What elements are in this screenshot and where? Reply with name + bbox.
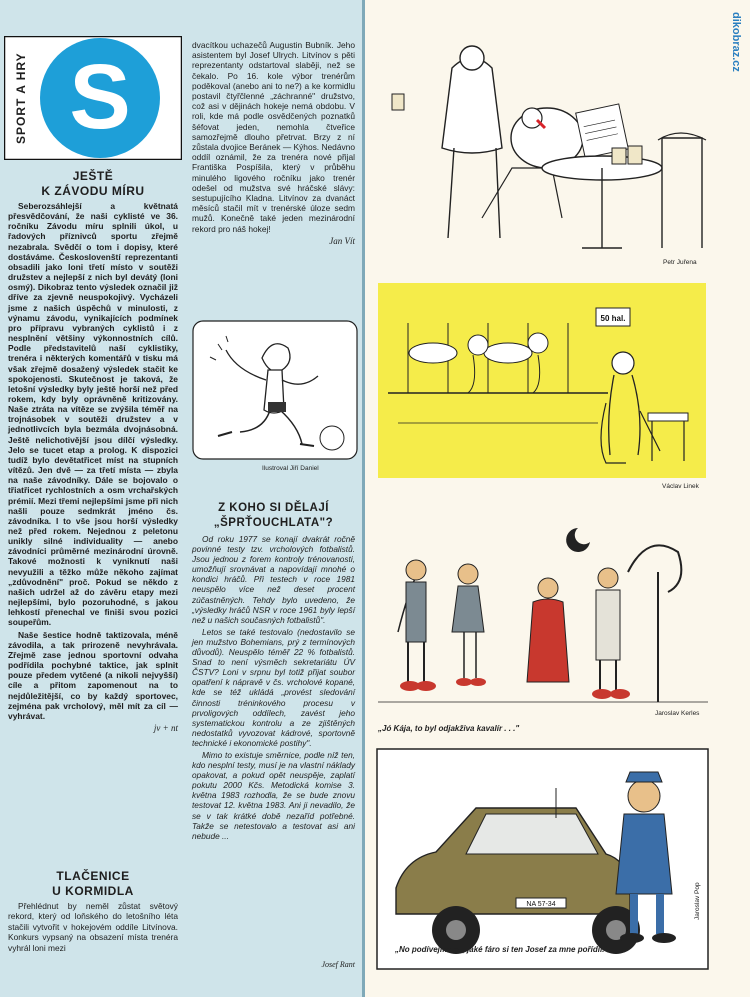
article-paragraph: dvacítkou uchazečů Augustin Bubník. Jeho asistentem byl Josef Ulrych. Litvínov s pěti reprezentanty odstartoval slaběji, než se čekalo. Po 16. kole výbor trenérům poděkoval (anebo ani to ne?) a ke kormidlu postavil čtyřčlenné „záchranné" družstvo, což asi v dějinách hokeje nemá obdobu. V roli, kde má podle osvědčených poznatků šéfovat jeden, nemohla čtveřice samozřejmě dlouho přetrvat. Brzy z ní zůstala dvojice Beránek — Kýhos. Nedávno oddíl oznámil, že za trenéra nové přijal Františka Pospíšila, který v průběhu minulého ligového ročníku jako trenér odešel od mužstva své hráčské slávy: sestupujícího Kladna. Litvínov za dvanáct měsíců stačil mít v trenérské úloze sedm mužů. Konečně také jeden mezinárodní rekord pro náš hokej! bbox=[192, 40, 355, 234]
article-paragraph: Mimo to existuje směrnice, podle níž ten, kdo nesplní testy, musí je na vlastní náklady opakovat, a pokud opět neuspěje, zaplatí pokutu 2000 Kčs. Metodická komise 3. května 1983 rozhodla, že se bude znovu testovat 12. května 1983. Ani ji nevadilo, že se v tak krátké době nezaříd potřebné. Takže se netestovalo a testovat asi ani nebude ... bbox=[192, 749, 355, 841]
article-paragraph: Seberozsáhlejší a květnatá přesvědčování, že naši cyklisté ve 36. ročníku Závodu míru splnili úkol, u řadových příznivců sportu zřejmě nezabrala. Svědčí o tom i dopisy, které dostáváme. Českoslovenští reprezentanti obsadili jako loni třetí místo v soutěži družstev a nejlepší z nich byl devátý (loni osmý). Dikobraz tento výsledek označil již dříve za zjevně neuspokojivý. Vycházeli jsme z našich úspěchů v minulosti, z výnamu závodu, vynikajících podmínek pro přípravu vybraných cyklistů i z nesplnění většiny výkonnostních cílů. Podle představitelů naší cyklistiky, trenéra i některých komentářů v tisku má však zřejmě dosažený výsledek stačit ke spokojenosti. Skutečnost je taková, že letošní výsledky byly ještě horší než před rokem, kdy byly oprávněně kritizovány. Naše ztráta na vítěze se zvýšila téměř na trojnásobek v soutěži družstev a v jednotlivcích byla bezmála dvojnásobná. Ještě nelichotivější jsou dílčí výsledky. Jelo se tucet etap a prolog. K dispozici tudíž bylo devětatřicet míst na stupních vítězů. Jen dvě — za třetí místa — zbyla na naše závodníky. Dále se bojovalo o třiatřicet rychlostních a osm vrchařských prémií. Mezi třemi nejlepšími jsme při nich našli pouze sedmkrát jméno čs. závodníka. I to vše jsou horší výsledky než před rokem. Nejednou z peletonu unikly silné individuality — anebo závodníci průměrné mezinárodní úrovně. Takové možnosti k vyniknutí naši nevyužili a těžko může někoho zajímat „zdůvodnění" proč. Pokud se někdo z našich udržel až do závěru etapy mezi nejlepšími, bylo pozoruhodné, s jakou lehkostí přenechal ve finiši svou pozici soupeřům. bbox=[8, 201, 178, 628]
section-logo bbox=[4, 36, 182, 160]
cartoon-car-drawing bbox=[376, 748, 709, 970]
cartoon-quote: „No podívejme se, jaké fáro si ten Josef za mne pořídil." bbox=[395, 945, 609, 954]
article-title: K ZÁVODU MÍRU bbox=[41, 184, 145, 198]
article-zavod-miru bbox=[8, 170, 178, 735]
article-title: „ŠPRŤOUCHLATA"? bbox=[213, 517, 334, 529]
article-signature: jv + nt bbox=[153, 722, 178, 733]
cartoon-cinema bbox=[378, 283, 706, 478]
section-label: SPORT A HRY bbox=[14, 52, 28, 144]
section-logo-svg bbox=[4, 36, 182, 160]
article-signature: Jan Vít bbox=[329, 235, 355, 246]
illustration-credit: Ilustroval Jiří Daniel bbox=[262, 465, 319, 472]
cartoon-couples bbox=[378, 512, 708, 712]
cartoon-couples-drawing bbox=[378, 512, 708, 712]
cartoon-credit: Václav Linek bbox=[662, 483, 699, 490]
article-title: JEŠTĚ bbox=[72, 169, 114, 183]
runner-drawing bbox=[192, 320, 358, 460]
article-signature: Josef Rant bbox=[321, 960, 355, 969]
cartoon-credit: Jaroslav Pop bbox=[694, 882, 701, 920]
cinema-price-sign: 50 hal. bbox=[600, 314, 626, 323]
cartoon-credit: Jaroslav Kerles bbox=[655, 710, 700, 717]
article-title: U KORMIDLA bbox=[52, 884, 134, 898]
article-title: Z KOHO SI DĚLAJÍ bbox=[218, 502, 329, 514]
article-title: TLAČENICE bbox=[56, 869, 130, 883]
article-sprtouchlata bbox=[192, 502, 355, 843]
article-kormidlo-right bbox=[192, 40, 355, 248]
section-letter: S bbox=[69, 46, 131, 148]
cartoon-car bbox=[376, 748, 709, 970]
car-license-plate: NA 57-34 bbox=[526, 901, 556, 908]
cartoon-restaurant-drawing bbox=[372, 28, 712, 268]
article-paragraph: Od roku 1977 se konají dvakrát ročně povinné testy tzv. vrcholových fotbalistů. Jsou jednou z forem kontroly trénovanosti, umožňují srovnávat a napovídají mnohé o kondici hráčů. Při testech v roce 1981 neuspělo více než deset procent zúčastněných. Tehdy bylo uvedeno, že „výsledky hráčů NSR v roce 1961 byly lepší než u našich současných fotbalistů". bbox=[192, 534, 355, 625]
cartoon-cinema-drawing bbox=[378, 283, 706, 478]
cartoon-restaurant bbox=[372, 28, 712, 268]
article-paragraph: Naše šestice hodně taktizovala, méně závodila, a tak prirozeně nevyhrávala. Zřejmě zase jednou sportovní odvaha podřídila pochybné taktice, jak splnit pouze předem vytčené (a nikoli nejvyšší) cíle a přitom zapomenout na to nejdůležitější, co by každý sportovec, zejména pak vrcholový, měl mít za cíl — vyhrávat. bbox=[8, 629, 178, 721]
cartoon-credit: Petr Juřena bbox=[663, 259, 697, 266]
article-kormidlo-left bbox=[8, 870, 178, 955]
site-watermark: dikobraz.cz bbox=[730, 12, 742, 72]
article-paragraph: Přehlédnut by neměl zůstat světový rekord, který od loňského do letošního léta stačili vytvořit v hokejovém oddíle Litvínova. Konkurs vypsaný na obsazení místa trenéra vyhrál loni mezi bbox=[8, 901, 178, 953]
article-paragraph: Letos se také testovalo (nedostavilo se jen mužstvo Bohemians, prý z termínových důvodů). Neuspělo téměř 22 % fotbalistů. Snad to není výsměch sekretariátu ÚV ČSTV? Loni v srpnu byl totiž přijat soubor opatření k nápravě v čs. vrcholové kopané, kde se též ukládá „provést sledování činnosti tréninkového procesu v prvoligových oddílech, zavést jeho systematickou kontrolu a ze zjištěných nedostatků vyvozovat kádrové, sportovně technické i ekonomické postihy". bbox=[192, 626, 355, 748]
cartoon-quote: „Jó Kája, to byl odjakživa kavalír . . ." bbox=[378, 724, 520, 733]
runner-illustration bbox=[192, 320, 358, 460]
